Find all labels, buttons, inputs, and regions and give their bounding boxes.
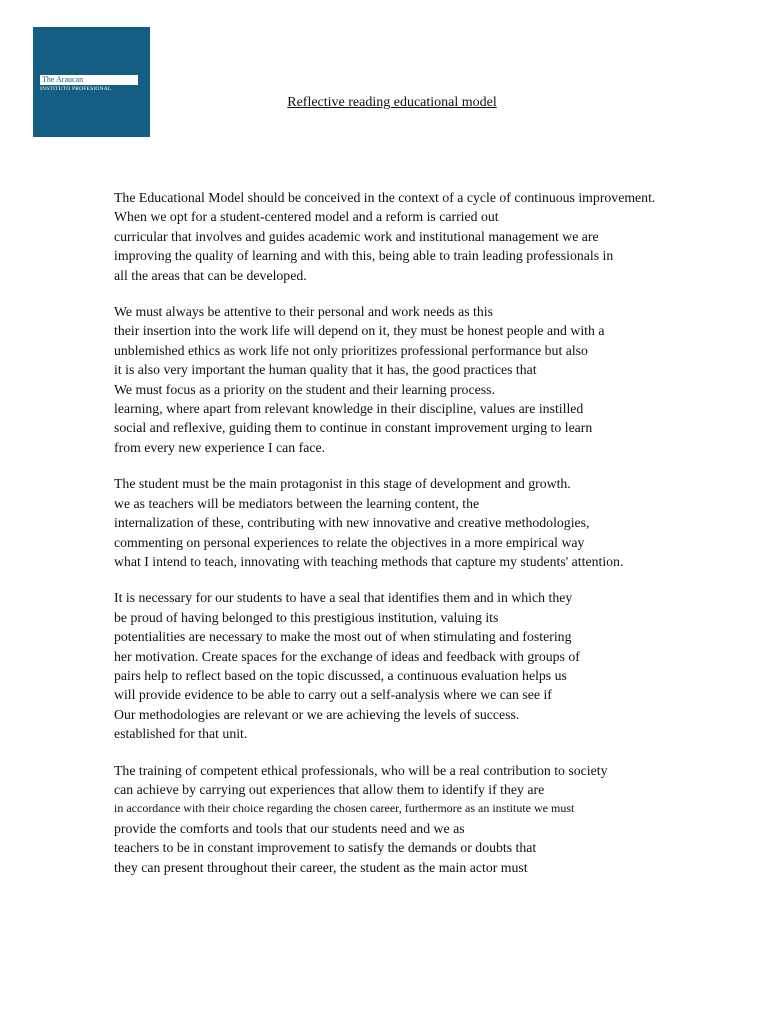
text-line: We must focus as a priority on the student and their learning process.	[114, 381, 495, 397]
text-line: teachers to be in constant improvement to satisfy the demands or doubts that	[114, 840, 537, 856]
text-line: be proud of having belonged to this prestigious institution, valuing its	[114, 609, 499, 625]
paragraph-4	[114, 588, 714, 743]
text-line: potentialities are necessary to make the most out of when stimulating and fostering	[114, 629, 572, 645]
text-line: Our methodologies are relevant or we are achieving the levels of success.	[114, 706, 520, 722]
text-line: we as teachers will be mediators between the learning content, the	[114, 495, 480, 511]
text-line: The Educational Model should be conceived in the context of a cycle of continuous improvement.	[114, 190, 656, 205]
text-line: it is also very important the human quality that it has, the good practices that	[114, 362, 537, 378]
text-line: improving the quality of learning and with this, being able to train leading professionals in	[114, 248, 614, 264]
text-line: The training of competent ethical professionals, who will be a real contribution to society	[114, 762, 608, 778]
logo-subtitle: INSTITUTO PROFESIONAL	[40, 86, 112, 92]
paragraph-2	[114, 302, 714, 457]
text-line: The student must be the main protagonist in this stage of development and growth.	[114, 476, 571, 492]
text-line: When we opt for a student-centered model and a reform is carried out	[114, 209, 499, 225]
paragraph-5	[114, 761, 714, 877]
paragraph-1	[114, 188, 714, 285]
text-line: will provide evidence to be able to carry out a self-analysis where we can see if	[114, 687, 552, 703]
text-line: all the areas that can be developed.	[114, 267, 307, 283]
text-line: established for that unit.	[114, 726, 248, 742]
document-title: Reflective reading educational model	[287, 95, 497, 110]
paragraph-3	[114, 474, 714, 571]
text-line: commenting on personal experiences to relate the objectives in a more empirical way	[114, 534, 585, 550]
text-line: pairs help to reflect based on the topic discussed, a continuous evaluation helps us	[114, 667, 567, 683]
document-body	[114, 188, 714, 894]
logo-name: The Araucan	[40, 75, 138, 85]
text-line: can achieve by carrying out experiences that allow them to identify if they are	[114, 781, 545, 797]
text-line: internalization of these, contributing with new innovative and creative methodologies,	[114, 515, 590, 531]
text-line: in accordance with their choice regarding the chosen career, furthermore as an institute we must	[114, 801, 575, 816]
text-line: their insertion into the work life will depend on it, they must be honest people and with a	[114, 323, 605, 339]
text-line: from every new experience I can face.	[114, 439, 326, 455]
text-line: It is necessary for our students to have a seal that identifies them and in which they	[114, 590, 573, 606]
text-line: social and reflexive, guiding them to continue in constant improvement urging to learn	[114, 420, 593, 436]
institution-logo	[33, 27, 150, 137]
text-line: curricular that involves and guides academic work and institutional management we are	[114, 228, 599, 244]
text-line: unblemished ethics as work life not only prioritizes professional performance but also	[114, 342, 588, 358]
text-line: what I intend to teach, innovating with teaching methods that capture my students' attention.	[114, 553, 624, 569]
text-line: provide the comforts and tools that our students need and we as	[114, 820, 465, 836]
text-line: learning, where apart from relevant knowledge in their discipline, values are instilled	[114, 401, 584, 417]
text-line: they can present throughout their career, the student as the main actor must	[114, 859, 528, 875]
text-line: We must always be attentive to their personal and work needs as this	[114, 304, 493, 320]
text-line: her motivation. Create spaces for the exchange of ideas and feedback with groups of	[114, 648, 580, 664]
